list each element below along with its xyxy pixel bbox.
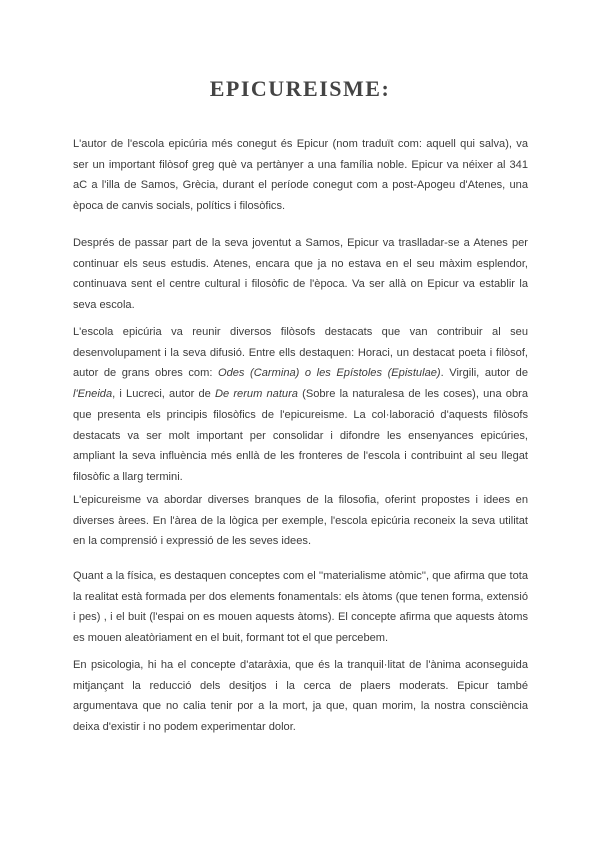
paragraph-psychology: En psicologia, hi ha el concepte d'ataràxia, que és la tranquil·litat de l'ànima aconseguida mitjançant la reducció dels desitjos i la cerca de plaers moderats. Epicur també argumentava que no calia tenir por a la mort, ja que, quan morim, la nostra consciència deixa d'existir i no podem experimentar dolor. (73, 659, 528, 734)
paragraph-epicur-origin: L'autor de l'escola epicúria més conegut és Epicur (nom traduït com: aquell qui salva), va ser un important filòsof greg què va pertànyer a una família noble. Epicur va néixer al 341 aC a l'illa de Samos, Grècia, durant el període conegut com a post-Apogeu d'Atenes, una època de canvis socials, polítics i filosòfics. (73, 138, 528, 213)
text-run: L'escola epicúria va reunir diversos filòsofs destacats que van contribuir al seu desenvolupament i la seva difusió. Entre ells destaquen: Horaci, un destacat poeta i filòsof, autor de grans obres com: (73, 326, 528, 380)
text-run: , i Lucreci, autor de (112, 388, 215, 401)
paragraph-philosophers (73, 322, 528, 488)
page-title: EPICUREISME: (209, 76, 391, 101)
text-run: (Sobre la naturalesa de les coses), una obra que presenta els principis filosòfics de l'epicureisme. La col·laboració d'aquests filòsofs destacats va ser molt important per consolidar i difondre les ensenyances epicúries, ampliant la seva influència més enllà de les fronteres de l'escola i contribuint al seu llegat filosòfic a llarg termini. (73, 388, 529, 483)
text-run: . Virgili, autor de (440, 367, 528, 380)
italic-work-title-de-rerum-natura: De rerum natura (215, 388, 298, 401)
italic-work-title-odes: Odes (Carmina) o les Epístoles (Epistulae) (217, 367, 441, 380)
italic-work-title-eneida: l'Eneida (73, 388, 113, 401)
paragraph-branches: L'epicureisme va abordar diverses branques de la filosofia, oferint propostes i idees en diverses àrees. En l'àrea de la lògica per exemple, l'escola epicúria reconeix la seva utilitat en la comprensió i expressió de les seves idees. (73, 494, 528, 548)
paragraph-physics: Quant a la física, es destaquen conceptes com el ''materialisme atòmic'', que afirma que tota la realitat està formada per dos elements fonamentals: els àtoms (que tenen forma, extensió i pes) , i el buit (l'espai on es mouen aquests àtoms). El concepte afirma que aquests àtoms es mouen aleatòriament en el buit, formant tot el que percebem. (73, 570, 528, 645)
paragraph-athens: Després de passar part de la seva joventut a Samos, Epicur va traslladar-se a Atenes per continuar els seus estudis. Atenes, encara que ja no estava en el seu màxim esplendor, continuava sent el centre cultural i filosòfic de l'època. Va ser allà on Epicur va establir la seva escola. (73, 237, 528, 312)
